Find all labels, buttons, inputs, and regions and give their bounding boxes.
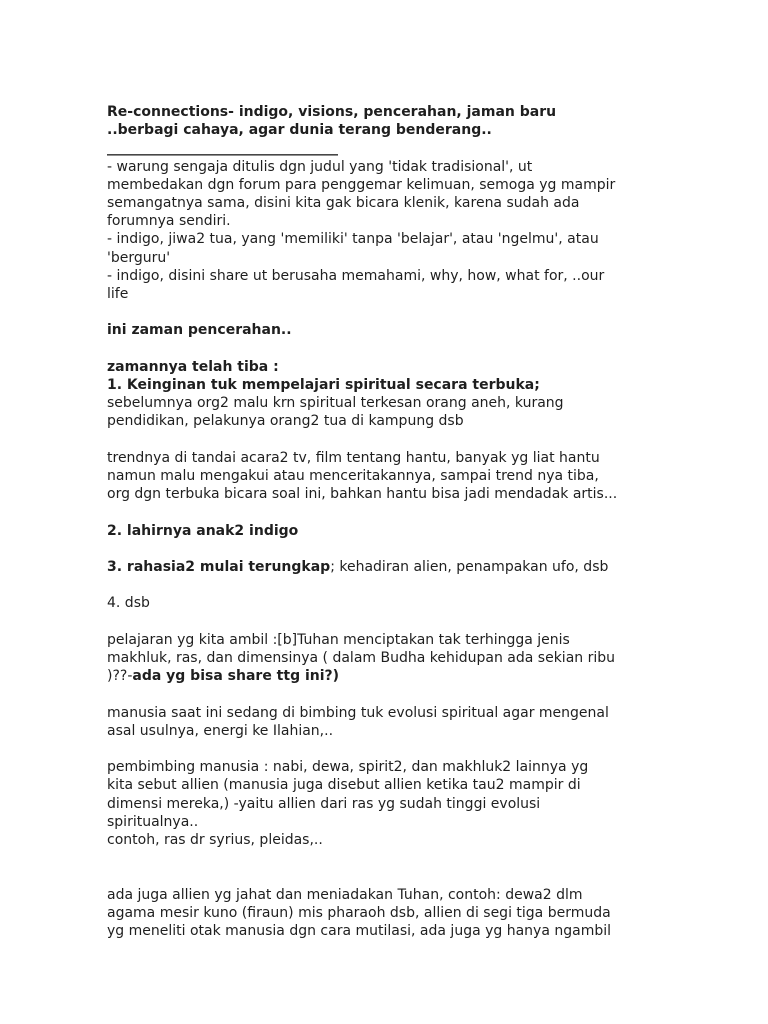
- point-2-heading: 2. lahirnya anak2 indigo: [107, 522, 299, 539]
- point-3-text: ; kehadiran alien, penampakan ufo, dsb: [330, 559, 609, 575]
- spacer: [107, 613, 667, 631]
- intro-line: membedakan dgn forum para penggemar kelimuan, semoga yg mampir: [107, 176, 616, 193]
- intro-line: - warung sengaja ditulis dgn judul yang 'tidak tradisional', ut: [107, 158, 533, 175]
- pelajaran-text: )??-: [107, 668, 133, 685]
- pembimbing-text: pembimbing manusia : nabi, dewa, spirit2, dan makhluk2 lainnya yg: [107, 759, 589, 776]
- point-4-text: 4. dsb: [107, 595, 150, 612]
- intro-line: 'berguru': [107, 249, 171, 266]
- tiba-heading: zamannya telah tiba :: [107, 358, 279, 375]
- jahat-text: agama mesir kuno (firaun) mis pharaoh dsb, allien di segi tiga bermuda: [107, 904, 611, 921]
- pembimbing-text: spiritualnya..: [107, 813, 199, 830]
- point-3-heading: 3. rahasia2 mulai terungkap: [107, 559, 331, 575]
- pembimbing-text: dimensi mereka,) -yaitu allien dari ras yg sudah tinggi evolusi: [107, 795, 541, 812]
- point-1-heading: 1. Keinginan tuk mempelajari spiritual secara terbuka;: [107, 377, 540, 394]
- manusia-text: asal usulnya, energi ke Ilahian,..: [107, 722, 334, 739]
- pembimbing-text: contoh, ras dr syrius, pleidas,..: [107, 831, 323, 848]
- intro-line: life: [107, 286, 129, 303]
- document-page: [107, 103, 667, 940]
- spacer: [107, 540, 667, 558]
- point-1-text: pendidikan, pelakunya orang2 tua di kampung dsb: [107, 413, 464, 430]
- spacer: [107, 303, 667, 321]
- title-line-1: Re-connections- indigo, visions, pencerahan, jaman baru: [107, 104, 557, 120]
- title-line-2: ..berbagi cahaya, agar dunia terang benderang..: [107, 122, 492, 139]
- trend-text: trendnya di tandai acara2 tv, film tentang hantu, banyak yg liat hantu: [107, 449, 600, 466]
- pelajaran-last-line: [107, 667, 667, 685]
- spacer: [107, 431, 667, 449]
- spacer: [107, 576, 667, 594]
- intro-line: - indigo, jiwa2 tua, yang 'memiliki' tanpa 'belajar', atau 'ngelmu', atau: [107, 231, 599, 248]
- point-1-text: sebelumnya org2 malu krn spiritual terkesan orang aneh, kurang: [107, 395, 564, 412]
- pelajaran-question: ada yg bisa share ttg ini?): [132, 668, 340, 685]
- spacer: [107, 340, 667, 358]
- spacer: [107, 740, 667, 758]
- trend-text: org dgn terbuka bicara soal ini, bahkan hantu bisa jadi mendadak artis...: [107, 486, 618, 503]
- pembimbing-text: kita sebut allien (manusia juga disebut allien ketika tau2 mampir di: [107, 777, 581, 794]
- zaman-heading: ini zaman pencerahan..: [107, 322, 292, 339]
- pelajaran-text: makhluk, ras, dan dimensinya ( dalam Budha kehidupan ada sekian ribu: [107, 649, 615, 666]
- trend-text: namun malu mengakui atau menceritakannya, sampai trend nya tiba,: [107, 468, 599, 485]
- spacer: [107, 503, 667, 521]
- intro-line: semangatnya sama, disini kita gak bicara klenik, karena sudah ada: [107, 195, 580, 212]
- intro-line: forumnya sendiri.: [107, 213, 231, 230]
- manusia-text: manusia saat ini sedang di bimbing tuk evolusi spiritual agar mengenal: [107, 704, 609, 721]
- spacer: [107, 849, 667, 885]
- spacer: [107, 685, 667, 703]
- pelajaran-text: pelajaran yg kita ambil :[b]Tuhan menciptakan tak terhingga jenis: [107, 631, 570, 648]
- jahat-text: yg meneliti otak manusia dgn cara mutilasi, ada juga yg hanya ngambil: [107, 922, 612, 939]
- intro-line: - indigo, disini share ut berusaha memahami, why, how, what for, ..our: [107, 267, 605, 284]
- point-3-line: [107, 558, 667, 576]
- jahat-text: ada juga allien yg jahat dan meniadakan Tuhan, contoh: dewa2 dlm: [107, 886, 583, 903]
- title-underline: _________________________________: [107, 140, 338, 157]
